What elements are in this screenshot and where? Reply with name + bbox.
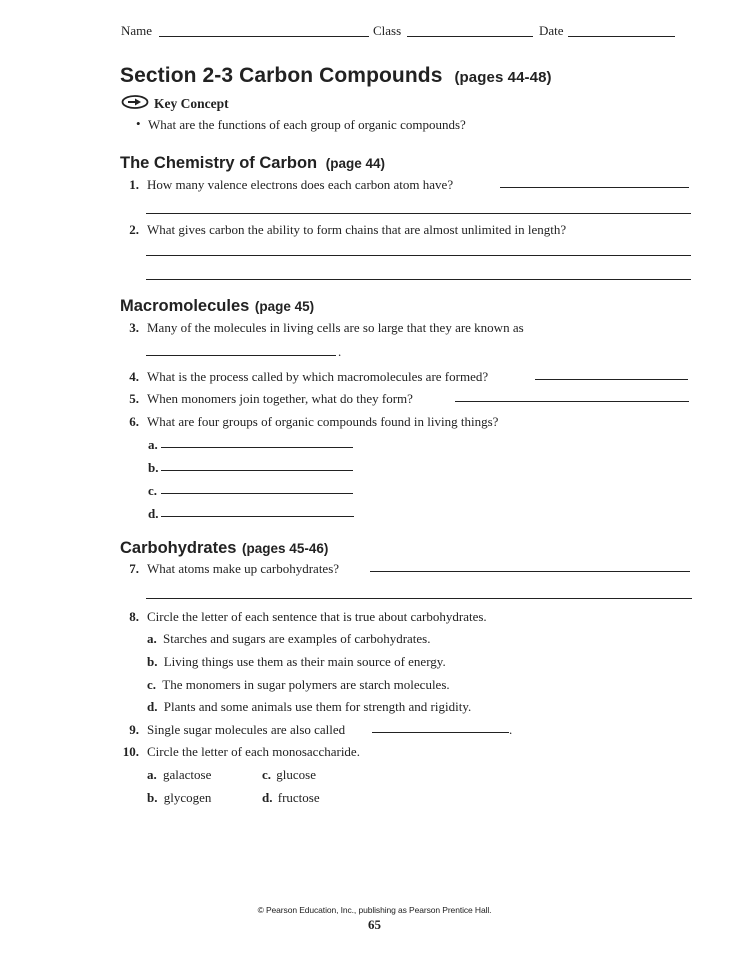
- q10-option-a[interactable]: [147, 767, 211, 783]
- q3-text: Many of the molecules in living cells are so large that they are known as: [147, 320, 524, 335]
- q5-answer-line[interactable]: [455, 401, 689, 402]
- section-pages: (pages 44-48): [454, 69, 552, 86]
- q6-letter-c: c.: [148, 483, 158, 498]
- class-label: Class: [373, 23, 402, 38]
- q4-text: What is the process called by which macromolecules are formed?: [147, 369, 489, 384]
- q10-number: 10.: [122, 744, 139, 759]
- key-concept-bullet: •: [136, 116, 141, 131]
- q5-text: When monomers join together, what do they form?: [147, 391, 413, 406]
- q8-option-c-text: The monomers in sugar polymers are starch molecules.: [162, 677, 450, 692]
- key-concept-question: What are the functions of each group of organic compounds?: [148, 117, 466, 132]
- q3-period: .: [338, 344, 342, 359]
- macromolecules-heading: [120, 297, 314, 316]
- q8-number: 8.: [129, 609, 139, 624]
- q6-text: What are four groups of organic compounds found in living things?: [147, 414, 499, 429]
- q10-option-b[interactable]: [147, 790, 211, 806]
- section-title: [120, 64, 552, 88]
- q2-number: 2.: [129, 222, 139, 237]
- q10-option-b-text: glycogen: [163, 790, 212, 805]
- q8-option-b-text: Living things use them as their main source of energy.: [163, 654, 446, 669]
- q8-option-c[interactable]: [147, 677, 450, 693]
- q6-number: 6.: [129, 414, 139, 429]
- q2-answer-line-1[interactable]: [146, 255, 691, 256]
- chemistry-heading-text: The Chemistry of Carbon: [120, 154, 318, 172]
- q10-option-b-letter: b.: [147, 790, 158, 805]
- q6-answer-c[interactable]: [161, 493, 353, 494]
- q3-answer-line[interactable]: [146, 355, 336, 356]
- q6-letter-b: b.: [148, 460, 159, 475]
- date-field[interactable]: [568, 36, 675, 37]
- q3-number: 3.: [129, 320, 139, 335]
- q10-option-d[interactable]: [262, 790, 320, 806]
- q2-text: What gives carbon the ability to form chains that are almost unlimited in length?: [147, 222, 567, 237]
- q2-answer-line-2[interactable]: [146, 279, 691, 280]
- date-label: Date: [539, 23, 564, 38]
- q1-answer-line-2[interactable]: [146, 213, 691, 214]
- q10-text: Circle the letter of each monosaccharide.: [147, 744, 360, 759]
- q10-option-d-text: fructose: [277, 790, 320, 805]
- q10-option-d-letter: d.: [262, 790, 273, 805]
- q8-option-b[interactable]: [147, 654, 446, 670]
- q8-option-a-letter: a.: [147, 631, 157, 646]
- q6-answer-a[interactable]: [161, 447, 353, 448]
- q4-number: 4.: [129, 369, 139, 384]
- q7-answer-line[interactable]: [370, 571, 690, 572]
- carbohydrates-pages: (pages 45-46): [242, 541, 329, 556]
- carbohydrates-heading-text: Carbohydrates: [120, 539, 237, 557]
- q10-option-a-text: galactose: [163, 767, 212, 782]
- q10-option-c[interactable]: [262, 767, 316, 783]
- q7-number: 7.: [129, 561, 139, 576]
- chemistry-heading: [120, 154, 385, 173]
- q1-answer-line[interactable]: [500, 187, 689, 188]
- carbohydrates-heading: [120, 539, 328, 558]
- q7-answer-line-2[interactable]: [146, 598, 692, 599]
- q8-option-d-letter: d.: [147, 699, 158, 714]
- chemistry-pages: (page 44): [325, 156, 385, 171]
- macromolecules-heading-text: Macromolecules: [120, 297, 250, 315]
- q6-answer-b[interactable]: [161, 470, 353, 471]
- q6-answer-d[interactable]: [161, 516, 354, 517]
- key-concept-icon: [121, 95, 149, 109]
- q8-option-d[interactable]: [147, 699, 471, 715]
- name-label: Name: [121, 23, 153, 38]
- class-field[interactable]: [407, 36, 533, 37]
- q8-option-a[interactable]: [147, 631, 430, 647]
- name-field[interactable]: [159, 36, 369, 37]
- q8-option-a-text: Starches and sugars are examples of carbohydrates.: [163, 631, 431, 646]
- q9-answer-line[interactable]: [372, 732, 509, 733]
- q8-option-d-text: Plants and some animals use them for strength and rigidity.: [163, 699, 472, 714]
- q5-number: 5.: [129, 391, 139, 406]
- q6-letter-d: d.: [148, 506, 159, 521]
- q8-text: Circle the letter of each sentence that is true about carbohydrates.: [147, 609, 487, 624]
- q8-option-c-letter: c.: [147, 677, 157, 692]
- q9-period: .: [509, 722, 513, 737]
- q8-option-b-letter: b.: [147, 654, 158, 669]
- q4-answer-line[interactable]: [535, 379, 688, 380]
- q1-number: 1.: [129, 177, 139, 192]
- copyright-text: © Pearson Education, Inc., publishing as Pearson Prentice Hall.: [257, 905, 492, 915]
- q7-text: What atoms make up carbohydrates?: [147, 561, 340, 576]
- macromolecules-pages: (page 45): [254, 299, 315, 314]
- q9-text: Single sugar molecules are also called: [147, 722, 346, 737]
- q10-option-a-letter: a.: [147, 767, 157, 782]
- section-title-text: Section 2-3 Carbon Compounds: [120, 64, 443, 87]
- page-number: 65: [368, 917, 381, 932]
- q1-text: How many valence electrons does each carbon atom have?: [147, 177, 454, 192]
- key-concept-label: Key Concept: [154, 96, 229, 111]
- q10-option-c-letter: c.: [262, 767, 272, 782]
- q9-number: 9.: [129, 722, 139, 737]
- q6-letter-a: a.: [148, 437, 158, 452]
- q10-option-c-text: glucose: [276, 767, 316, 782]
